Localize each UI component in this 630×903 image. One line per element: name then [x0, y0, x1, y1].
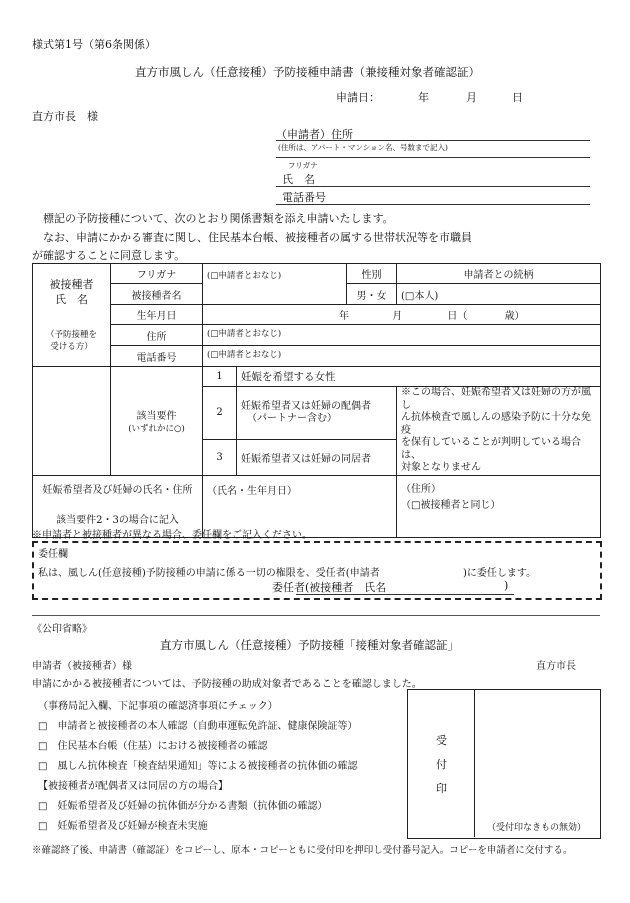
body-line-3: が確認することに同意します。: [32, 249, 186, 262]
applicant-address-label: （申請者）住所: [276, 128, 353, 141]
pregnant-address: （住所）: [401, 483, 442, 495]
pregnant-same-option[interactable]: （□被接種者と同じ）: [401, 499, 501, 511]
req-remark-2: ん抗体検査で風しんの感染予防に十分な免疫: [401, 412, 592, 436]
birth-year: 年: [339, 311, 349, 322]
applicant-furigana: フリガナ: [288, 161, 318, 170]
delegation-text: 私は、風しん(任意接種)予防接種の申請に係る一切の権限を、受任者(申請者: [38, 568, 380, 579]
receipt-char-3: 印: [436, 782, 447, 795]
requirement-label-cell: [111, 367, 203, 476]
certificate-text: 申請にかかる被接種者については、予防接種の助成対象者であることを確認しました。: [32, 679, 422, 690]
body-line-1: 標記の予防接種について、次のとおり関係書類を添え申請いたします。: [32, 212, 394, 225]
delegation-signer[interactable]: 委任者(被接種者 氏名: [272, 581, 387, 594]
address-cell[interactable]: [203, 325, 601, 346]
pregnant-label-2: 該当要件2・3の場合に記入: [56, 515, 179, 526]
check-row-3[interactable]: [38, 757, 357, 772]
recipient-head-2: 氏 名: [55, 293, 88, 306]
checkbox-2[interactable]: □: [38, 741, 48, 752]
check-text-4: 妊娠希望者及び妊婦の抗体価が分かる書類（抗体価の確認）: [57, 801, 328, 812]
check-text-1: 申請者と被接種者の本人確認（自動車運転免許証、健康保険証等）: [57, 721, 358, 732]
section-divider: [32, 615, 600, 616]
birth-age: 歳）: [504, 311, 525, 322]
birth-month: 月: [392, 311, 403, 322]
check-row-1[interactable]: [38, 717, 357, 732]
sex-label: 性別: [347, 264, 397, 284]
birth-day: 日（: [447, 311, 468, 322]
recipient-table: [32, 263, 601, 538]
checkbox-1[interactable]: □: [38, 721, 48, 732]
sex-value[interactable]: 男・女: [347, 284, 397, 305]
seal-omit: 《公印省略》: [32, 624, 92, 635]
address-label: 住所: [111, 325, 203, 346]
date-day: 日: [512, 91, 523, 104]
phone-underline: [276, 203, 590, 205]
address-underline: [276, 139, 590, 141]
receipt-note: （受付印なきもの無効）: [487, 823, 587, 833]
certificate-from: 直方市長: [536, 661, 576, 672]
check-row-5[interactable]: [38, 817, 207, 832]
check-row-2[interactable]: [38, 737, 267, 752]
req-text-1: 妊娠を希望する女性: [237, 367, 601, 387]
left-blank-cell: [33, 367, 111, 476]
birth-value[interactable]: [203, 305, 601, 325]
phone-same-option[interactable]: (□申請者とおなじ): [207, 350, 282, 360]
recipient-head-1: 被接種者: [49, 278, 94, 291]
recipient-note-2: 受ける方）: [50, 342, 93, 352]
footer-note: ※確認終了後、申請書（確認証）をコピーし、原本・コピーともに受付印を押印し受付番号記入。コピーを申請者に交付する。: [32, 845, 573, 856]
req-text-2: 妊娠希望者又は妊婦の配偶者: [241, 400, 371, 412]
req-remark: [397, 387, 601, 476]
delegation-note: ※申請者と被接種者が異なる場合、委任欄をご記入ください。: [32, 530, 312, 541]
address-underline-2: [276, 156, 590, 158]
form-title: 直方市風しん（任意接種）予防接種申請書（兼接種対象者確認証）: [135, 65, 480, 79]
recipient-name-label: 被接種者名: [111, 284, 203, 305]
delegation-title: 委任欄: [38, 549, 68, 560]
spouse-heading: 【被接種者が配偶者又は同居の方の場合】: [38, 781, 228, 792]
delegation-signer-end: ): [504, 579, 509, 592]
check-text-3: 風しん抗体検査「検査結果通知」等による被接種者の抗体価の確認: [57, 761, 358, 772]
applicant-phone-label: 電話番号: [282, 191, 326, 204]
relation-self-option[interactable]: (□本人): [397, 284, 601, 305]
date-year: 年: [418, 91, 429, 104]
recipient-note-1: （予防接種を: [45, 330, 97, 340]
checkbox-4[interactable]: □: [38, 801, 48, 812]
check-row-4[interactable]: [38, 797, 327, 812]
name-same-option[interactable]: (□申請者とおなじ): [207, 271, 282, 281]
check-text-2: 住民基本台帳（住基）における被接種者の確認: [57, 741, 268, 752]
checkbox-3[interactable]: □: [38, 761, 48, 772]
check-text-5: 妊娠希望者及び妊婦が検査未実施: [57, 821, 208, 832]
phone-cell[interactable]: [203, 346, 601, 367]
req-text-2-cell: [237, 387, 397, 440]
req-no-2[interactable]: 2: [203, 387, 237, 440]
recipient-head-cell: [33, 264, 111, 367]
furigana-label: フリガナ: [111, 264, 203, 284]
date-month: 月: [466, 91, 477, 104]
addressee: 直方市長 様: [32, 110, 98, 123]
receipt-divider: [474, 689, 475, 837]
requirement-label: 該当要件: [136, 411, 177, 423]
address-same-option[interactable]: (□申請者とおなじ): [207, 329, 282, 339]
body-line-2: なお、申請にかかる審査に関し、住民基本台帳、被接種者の属する世帯状況等を市職員: [32, 231, 472, 244]
receipt-char-1: 受: [436, 734, 447, 747]
name-same-cell[interactable]: [203, 264, 347, 305]
applicant-address-note: (住所は、アパート・マンション名、号数まで記入): [278, 143, 448, 152]
signer-underline: [296, 594, 514, 595]
office-note: （事務局記入欄、下記事項の確認済事項にチェック）: [38, 701, 278, 712]
checkbox-5[interactable]: □: [38, 821, 48, 832]
applicant-name-label: 氏 名: [282, 173, 315, 186]
req-remark-3: を保有していることが判明している場合は、: [401, 437, 582, 461]
req-remark-1: ※この場合、妊娠希望者又は妊婦の方が風し: [401, 387, 592, 411]
req-no-1[interactable]: 1: [203, 367, 237, 387]
receipt-char-2: 付: [436, 758, 447, 771]
delegation-text-end: )に委任します。: [463, 568, 537, 579]
pregnant-address-cell[interactable]: [397, 475, 601, 537]
form-number: 様式第1号（第6条関係）: [32, 38, 156, 51]
relation-label: 申請者との続柄: [397, 264, 601, 284]
phone-label: 電話番号: [111, 346, 203, 367]
req-remark-4: 対象となりません: [401, 462, 482, 473]
certificate-title: 直方市風しん（任意接種）予防接種「接種対象者確認証」: [160, 638, 459, 652]
name-underline: [276, 185, 590, 187]
requirement-note: (いずれかに○): [128, 424, 185, 435]
pregnant-name: （氏名・生年月日）: [207, 485, 297, 497]
req-text-2b: （パートナー含む）: [247, 412, 337, 424]
date-label: 申請日：: [336, 91, 380, 104]
req-no-3[interactable]: 3: [203, 439, 237, 475]
birth-label: 生年月日: [111, 305, 203, 325]
pregnant-label-1: 妊娠希望者及び妊婦の氏名・住所: [42, 485, 193, 496]
certificate-to: 申請者（被接種者）様: [32, 661, 132, 672]
req-text-3: 妊娠希望者又は妊婦の同居者: [237, 439, 397, 475]
